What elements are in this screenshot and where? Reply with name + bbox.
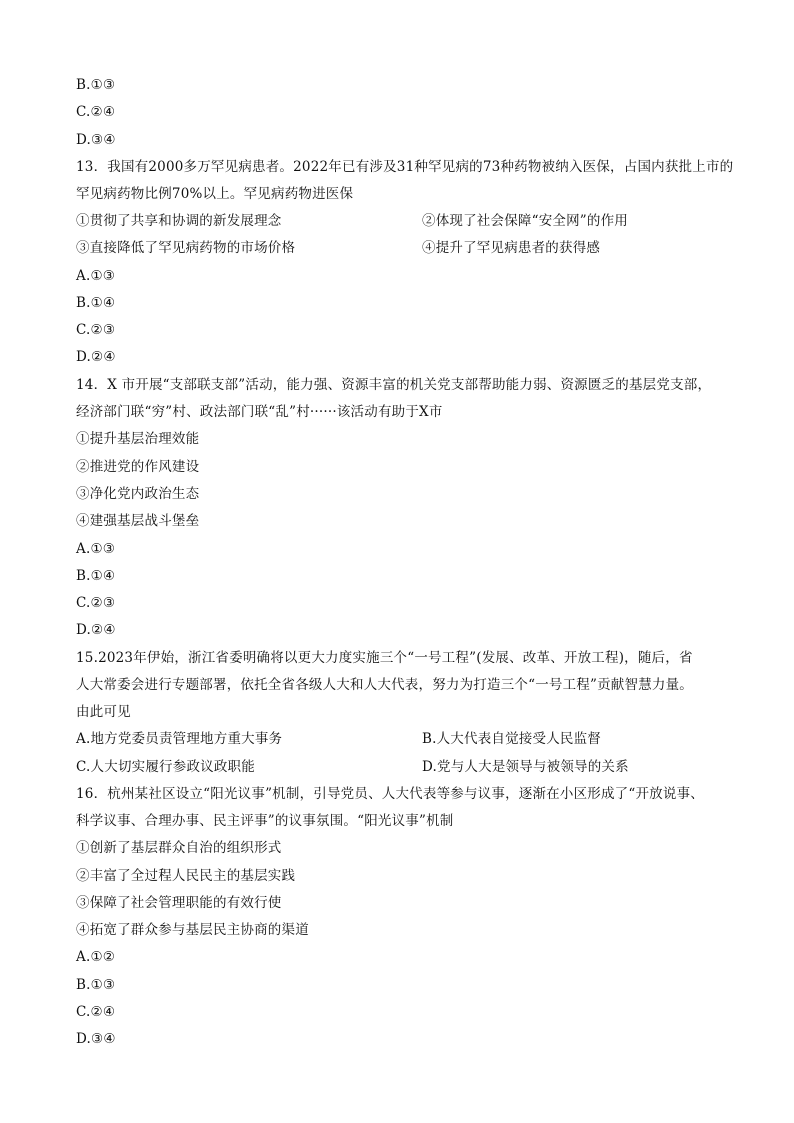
q14-statement-2: ②推进党的作风建设 bbox=[76, 459, 200, 475]
q16-statement-1: ①创新了基层群众自治的组织形式 bbox=[76, 840, 282, 856]
q12-option-d: D.③④ bbox=[76, 132, 116, 148]
q16-statement-2: ②丰富了全过程人民民主的基层实践 bbox=[76, 868, 296, 884]
q15-option-b: B.人大代表自觉接受人民监督 bbox=[422, 731, 602, 747]
q15-option-a: A.地方党委员责管理地方重大事务 bbox=[76, 731, 283, 747]
q14-stem-line2: 经济部门联“穷”村、政法部门联“乱”村······该活动有助于X市 bbox=[76, 404, 443, 420]
q16-stem-line2: 科学议事、合理办事、民主评事”的议事氛围。“阳光议事”机制 bbox=[76, 813, 454, 829]
q15-option-d: D.党与人大是领导与被领导的关系 bbox=[422, 759, 629, 775]
q16-statement-4: ④拓宽了群众参与基层民主协商的渠道 bbox=[76, 922, 309, 938]
q14-option-c: C.②③ bbox=[76, 595, 116, 611]
q14-option-a: A.①③ bbox=[76, 541, 116, 557]
q13-statement-2: ②体现了社会保障“安全网”的作用 bbox=[422, 213, 629, 229]
q16-option-b: B.①③ bbox=[76, 977, 116, 993]
q13-option-a: A.①③ bbox=[76, 268, 116, 284]
q14-statement-3: ③净化党内政治生态 bbox=[76, 486, 200, 502]
q14-statement-1: ①提升基层治理效能 bbox=[76, 431, 200, 447]
q13-stem-line1: 13．我国有2000多万罕见病患者。2022年已有涉及31种罕见病的73种药物被纳入医保，占国内获批上市的 bbox=[76, 159, 734, 175]
q13-option-b: B.①④ bbox=[76, 295, 116, 311]
q13-option-d: D.②④ bbox=[76, 349, 116, 365]
q12-option-b: B.①③ bbox=[76, 77, 116, 93]
q16-option-d: D.③④ bbox=[76, 1031, 116, 1047]
q15-stem-line2: 人大常委会进行专题部署，依托全省各级人大和人大代表，努力为打造三个“一号工程”贡献智慧力量。 bbox=[76, 677, 694, 693]
q13-option-c: C.②③ bbox=[76, 322, 116, 338]
q16-stem-line1: 16．杭州某社区设立“阳光议事”机制，引导党员、人大代表等参与议事，逐渐在小区形成了“开放说事、 bbox=[76, 786, 704, 802]
q15-stem-line3: 由此可见 bbox=[76, 704, 131, 720]
q15-option-c: C.人大切实履行参政议政职能 bbox=[76, 759, 255, 775]
q16-option-c: C.②④ bbox=[76, 1004, 116, 1020]
q13-statement-4: ④提升了罕见病患者的获得感 bbox=[422, 240, 601, 256]
q16-option-a: A.①② bbox=[76, 949, 116, 965]
q13-stem-line2: 罕见病药物比例70%以上。罕见病药物进医保 bbox=[76, 186, 354, 202]
q15-stem-line1: 15.2023年伊始，浙江省委明确将以更大力度实施三个“一号工程”(发展、改革、开放工程)，随后，省 bbox=[76, 650, 693, 666]
q14-option-b: B.①④ bbox=[76, 568, 116, 584]
q13-statement-3: ③直接降低了罕见病药物的市场价格 bbox=[76, 240, 296, 256]
q14-statement-4: ④建强基层战斗堡垒 bbox=[76, 513, 200, 529]
q16-statement-3: ③保障了社会管理职能的有效行使 bbox=[76, 895, 282, 911]
document-page bbox=[76, 0, 736, 1123]
q12-option-c: C.②④ bbox=[76, 104, 116, 120]
q14-stem-line1: 14．X 市开展“支部联支部”活动，能力强、资源丰富的机关党支部帮助能力弱、资源匮乏的基层党支部， bbox=[76, 377, 712, 393]
q14-option-d: D.②④ bbox=[76, 622, 116, 638]
q13-statement-1: ①贯彻了共享和协调的新发展理念 bbox=[76, 213, 282, 229]
